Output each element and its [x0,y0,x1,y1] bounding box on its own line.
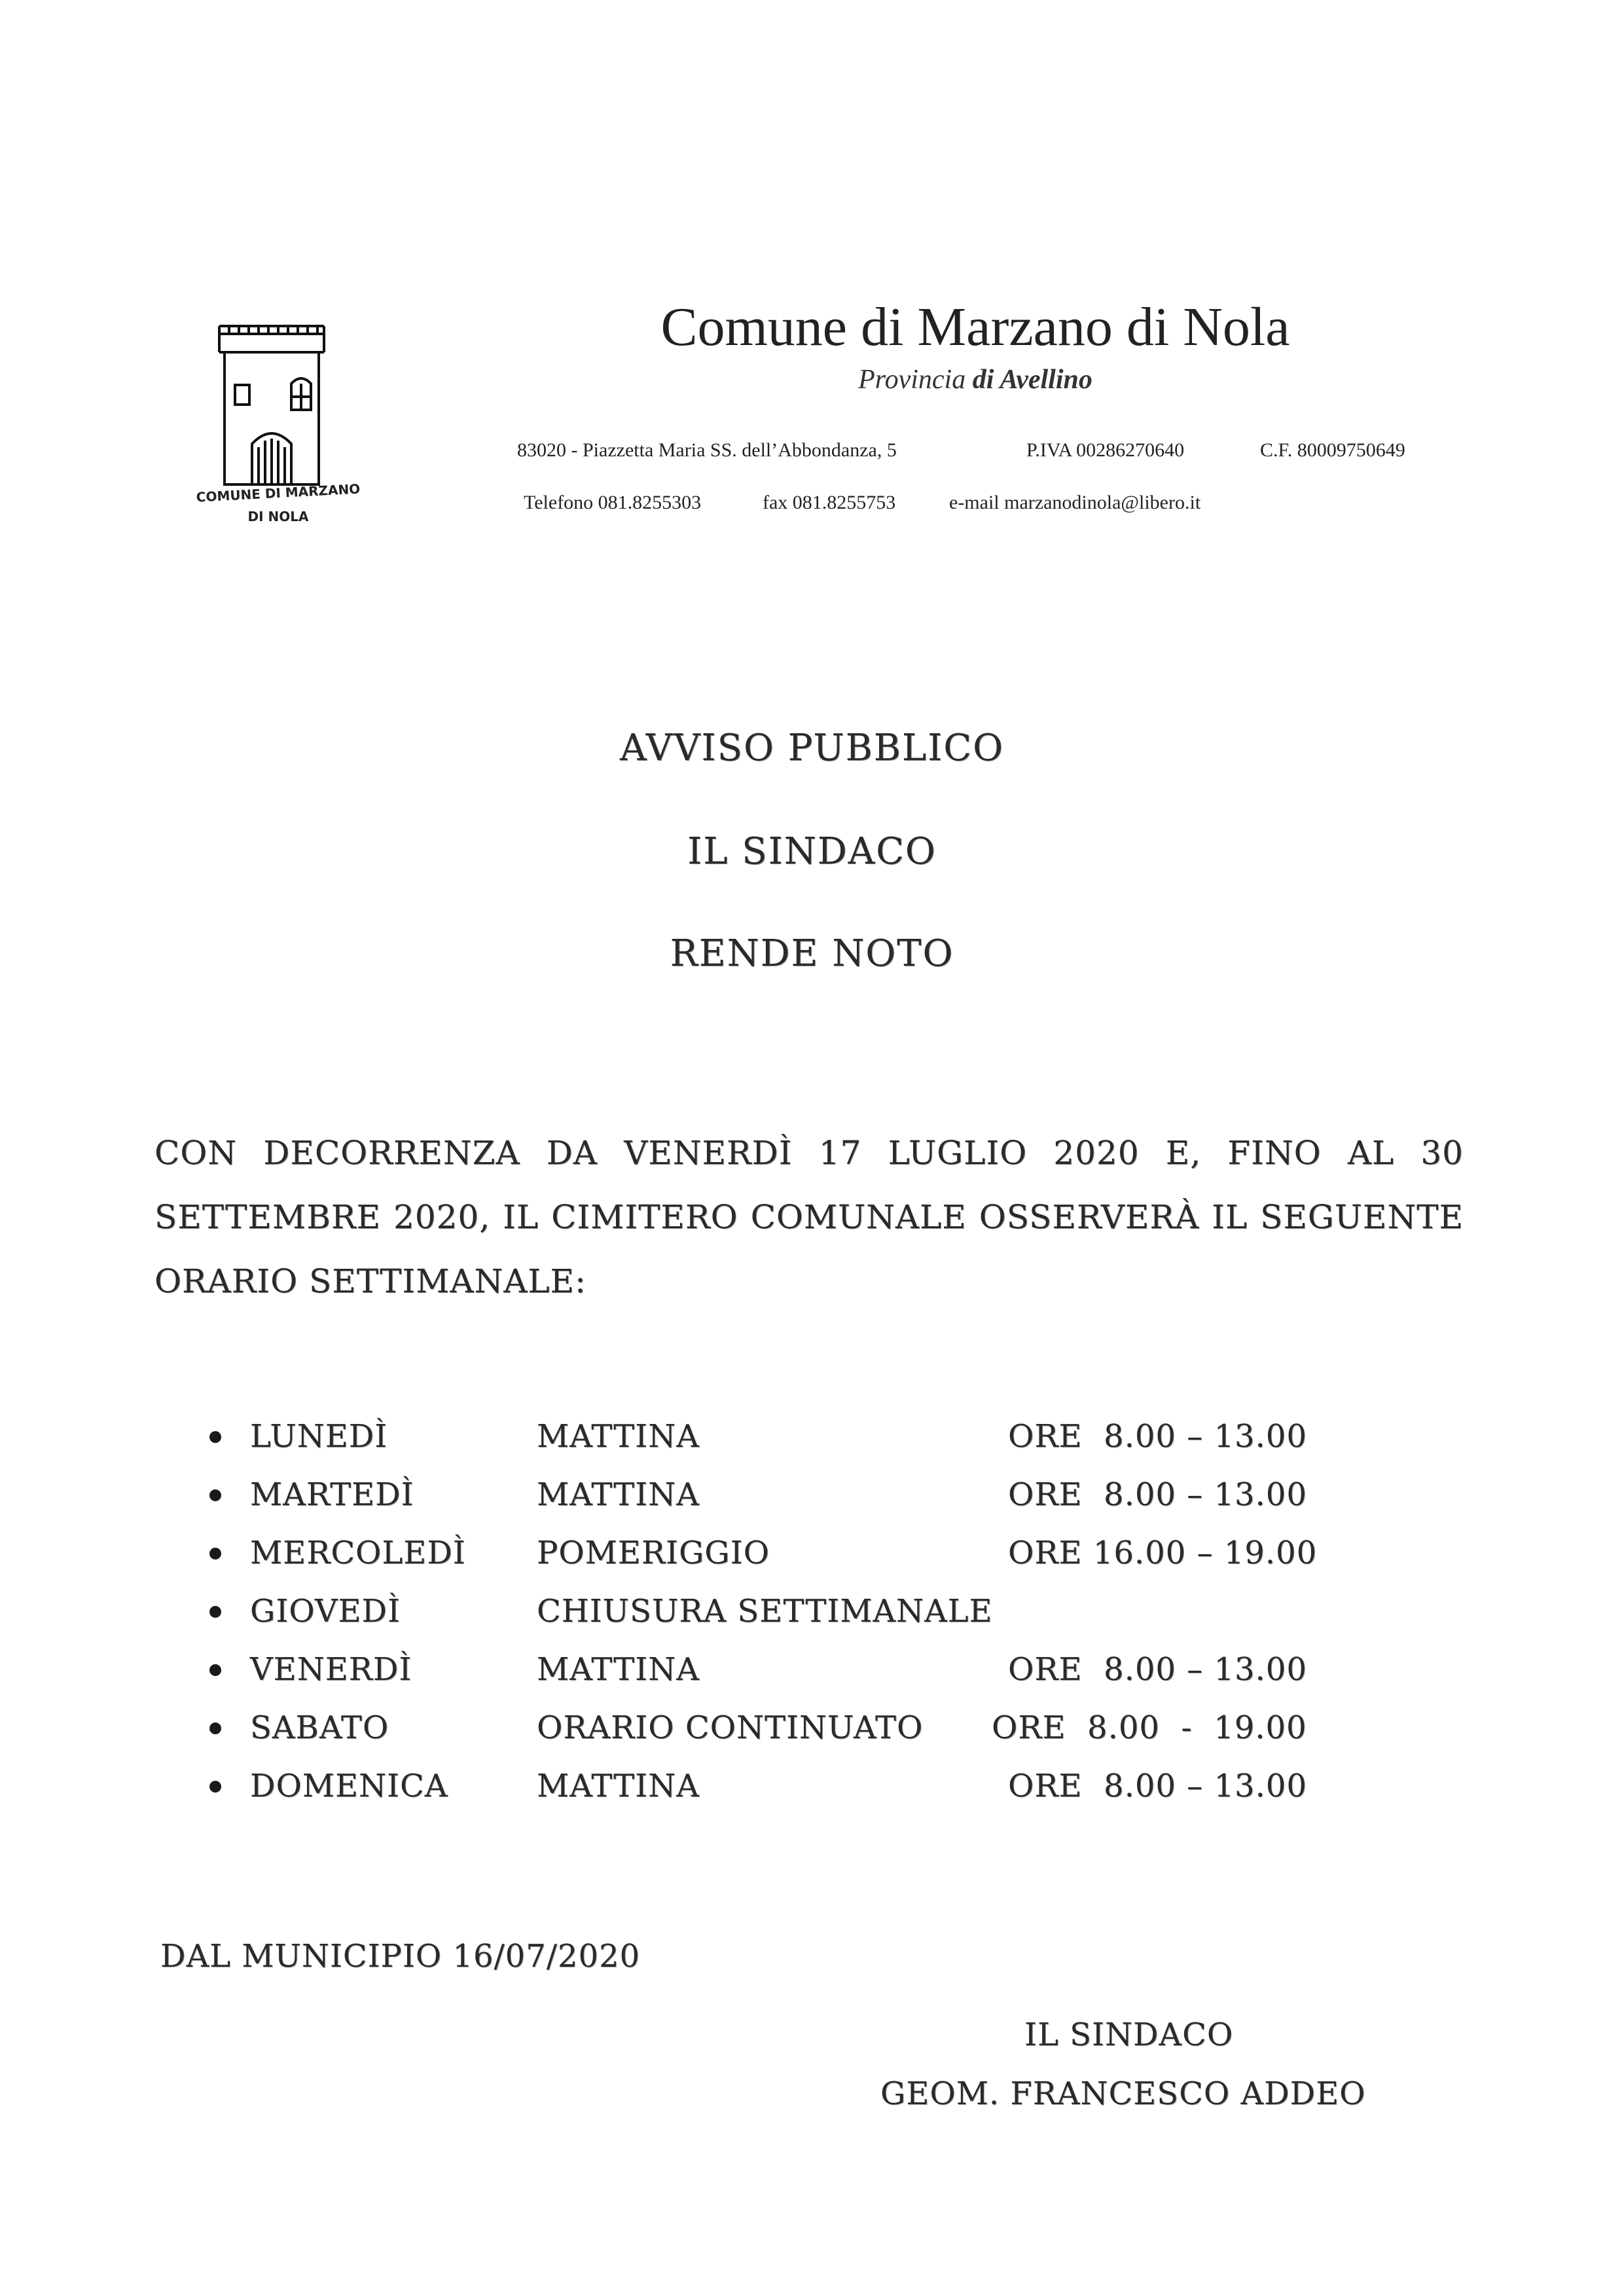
schedule-period: MATTINA [537,1418,700,1455]
signer-name: GEOM. FRANCESCO ADDEO [880,2075,1366,2112]
fax-number: fax 081.8255753 [763,492,896,513]
schedule-hours: ORE 8.00 – 13.00 [1008,1476,1307,1513]
schedule-hours: ORE 16.00 – 19.00 [1008,1535,1318,1571]
schedule-period: MATTINA [537,1476,700,1513]
schedule-day: GIOVEDÌ [250,1593,401,1630]
schedule-row-thursday [196,1582,1440,1641]
schedule-day: DOMENICA [250,1768,448,1804]
schedule-list [196,1408,1440,1815]
municipality-name: Comune di Marzano di Nola [660,297,1290,357]
province-line [537,363,1414,396]
schedule-day: MARTEDÌ [250,1476,414,1513]
schedule-hours: ORE 8.00 – 13.00 [1008,1651,1307,1688]
schedule-period: POMERIGGIO [537,1535,770,1571]
notice-body: CON DECORRENZA DA VENERDÌ 17 LUGLIO 2020 E, FINO AL 30 SETTEMBRE 2020, IL CIMITERO COMUNALE OSSERVERÀ IL SEGUENTE ORARIO SETTIMANALE: [154,1134,1464,1300]
tax-code: C.F. 80009750649 [1260,439,1405,461]
schedule-period: MATTINA [537,1768,700,1804]
schedule-row-monday [196,1408,1440,1466]
schedule-hours: ORE 8.00 - 19.00 [992,1709,1307,1746]
schedule-period: MATTINA [537,1651,700,1688]
municipal-logo [167,313,389,562]
announcement-heading: RENDE NOTO [670,932,954,975]
notice-heading: AVVISO PUBBLICO [620,727,1004,769]
mayor-heading: IL SINDACO [687,830,937,873]
province-name: di Avellino [972,365,1092,395]
bullet-icon [209,1664,221,1676]
schedule-day: SABATO [250,1709,389,1746]
bullet-icon [209,1548,221,1559]
logo-caption-top: COMUNE DI MARZANO [196,481,361,505]
schedule-hours: ORE 8.00 – 13.00 [1008,1768,1307,1804]
bullet-icon [209,1781,221,1793]
schedule-hours: ORE 8.00 – 13.00 [1008,1418,1307,1455]
bullet-icon [209,1722,221,1734]
schedule-day: LUNEDÌ [250,1418,388,1455]
schedule-row-sunday [196,1757,1440,1815]
address-text: 83020 - Piazzetta Maria SS. dell’Abbondanza, 5 [517,439,897,461]
bullet-icon [209,1431,221,1443]
schedule-row-friday [196,1641,1440,1699]
schedule-day: VENERDÌ [250,1651,412,1688]
schedule-row-tuesday [196,1466,1440,1524]
bullet-icon [209,1489,221,1501]
bullet-icon [209,1606,221,1618]
vat-number: P.IVA 00286270640 [1026,439,1185,461]
schedule-row-wednesday [196,1524,1440,1582]
province-label: Provincia [858,365,966,395]
place-and-date: DAL MUNICIPIO 16/07/2020 [160,1938,641,1975]
logo-caption-bottom: DI NOLA [247,509,309,524]
schedule-period: ORARIO CONTINUATO [537,1709,924,1746]
signer-role: IL SINDACO [1024,2016,1234,2053]
schedule-day: MERCOLEDÌ [250,1535,466,1571]
schedule-row-saturday [196,1699,1440,1757]
schedule-period: CHIUSURA SETTIMANALE [537,1593,993,1630]
phone-number: Telefono 081.8255303 [524,492,702,513]
email-address: e-mail marzanodinola@libero.it [949,492,1201,513]
